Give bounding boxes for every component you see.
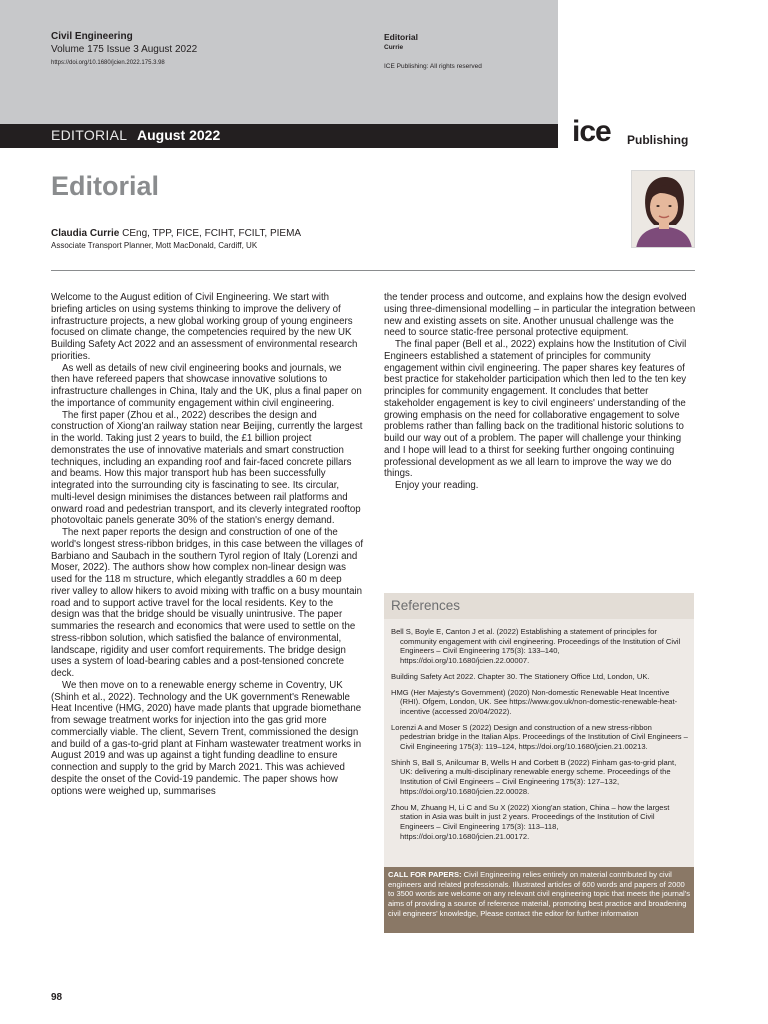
issue-date: August 2022 <box>137 127 221 143</box>
article-type: Editorial <box>384 32 419 42</box>
ice-publishing-logo <box>572 115 698 150</box>
author-photo <box>631 170 695 248</box>
page-number: 98 <box>51 992 63 1003</box>
logo-ice-wordmark: ice <box>572 115 611 148</box>
divider <box>51 270 695 271</box>
author-name: Claudia Currie <box>51 228 120 239</box>
body-paragraph: The next paper reports the design and construction of one of the world's longest stress-ribbon bridges, in this case between the villages of Barbiano and Saubach in the southern Tyrol region of Italy (Lorenzi and Moser, 2022). The authors show how complex non-linear design was used for the 118 m structure, which elegantly straddles a 60 m deep river valley to allow hikers to avoid mixing with traffic on a busy mountain road and to support active travel for the local residents. Key to the design was that the bridge should be visually unintrusive. The paper summaries the research and economics that were used to settle on the stress-ribbon solution, which satisfied the balance of environmental, landscape, rigidity and user comfort requirements. The bridge design uses a system of load-bearing cables and a post-tensioned concrete deck. <box>51 527 364 679</box>
body-paragraph: The first paper (Zhou et al., 2022) describes the design and construction of Xiong'an railway station near Beijing, currently the largest in the world. Taking just 2 years to build, the £1 billion project demonstrates the use of innovative materials and smart construction techniques, including an expanding roof and fair-faced concrete pillars and beams. How this major transport hub has been successfully integrated into the surrounding city is fascinating to see. Its circular, multi-level design minimises the distances between rail platforms and onward road and pedestrian transport, and its cleverly integrated rooftop photovoltaic panels generate 30% of the station's energy demand. <box>51 409 363 527</box>
references-title: References <box>391 598 461 613</box>
section-label: EDITORIAL <box>51 127 128 143</box>
body-paragraph: the tender process and outcome, and explains how the design evolved using three-dimensional modelling – in particular the integration between new and existing assets on site. Another unusual challenge was the need to source static-free personal protective equipment. <box>384 292 696 339</box>
body-column-right <box>384 292 696 492</box>
author-line <box>51 228 301 240</box>
body-paragraph: Welcome to the August edition of Civil Engineering. We start with briefing articles on using systems thinking to improve the delivery of infrastructure projects, a new global working group of young engineers focused on climate change, the competencies required by the new UK Building Safety Act 2022 and an assessment of environmental research priorities. <box>51 292 358 362</box>
reference-item: HMG (Her Majesty's Government) (2020) Non-domestic Renewable Heat Incentive (RHI). Ofgem, London, UK. See https://www.gov.uk/non-domestic-renewable-heat-incentive (accessed 20/04/2022). <box>391 687 678 716</box>
journal-name: Civil Engineering <box>51 31 133 42</box>
body-column-left <box>51 292 363 797</box>
call-for-papers-text: Civil Engineering relies entirely on material contributed by civil engineers and related professionals. Illustrated articles of 600 words and papers of 2000 to 3500 words are welcome on any relevant civil engineering topic that meets the journal's aims of providing a source of reference material, promoting best practice and broadening civil engineers' knowledge, Please contact the editor for further information <box>388 870 690 918</box>
doi-link[interactable]: https://doi.org/10.1680/jcien.2022.175.3.98 <box>51 60 165 66</box>
call-for-papers-box <box>384 867 694 933</box>
journal-volume: Volume 175 Issue 3 August 2022 <box>51 44 198 55</box>
reference-item: Building Safety Act 2022. Chapter 30. The Stationery Office Ltd, London, UK. <box>391 671 650 681</box>
body-paragraph: As well as details of new civil engineering books and journals, we then have refereed papers that showcase innovative solutions to infrastructure challenges in China, Italy and the UK, plus a final paper on the importance of community engagement within civil engineering. <box>51 362 362 409</box>
references-box <box>384 593 694 867</box>
section-banner <box>0 124 558 148</box>
author-credentials: CEng, TPP, FICE, FCIHT, FCILT, PIEMA <box>119 228 302 239</box>
body-paragraph: The final paper (Bell et al., 2022) explains how the Institution of Civil Engineers established a statement of principles for community engagement within civil engineering. The paper shares key features of best practice for stakeholder participation which then led to the ten key principles for community engagement. It concludes that better stakeholder engagement is key to civil engineers' understanding of the growing emphasis on the need for collaborative engagement to solve problems rather than falling back on the traditional historic solutions to build our way out of a problem. The paper will challenge your thinking and I hope will lead to a thirst for seeking further ongoing continuing professional development as we all learn to improve the way we do things. <box>384 339 687 480</box>
author-affiliation: Associate Transport Planner, Mott MacDonald, Cardiff, UK <box>51 241 258 250</box>
body-paragraph: We then move on to a renewable energy scheme in Coventry, UK (Shinh et al., 2022). Technology and the UK government's Renewable Heat Incentive (HMG, 2020) have made plants that upgrade biomethane from sewage treatment works for injection into the gas grid more commercially viable. The client, Severn Trent, commissioned the design and build of a gas-to-grid plant at Finham wastewater treatment works in August 2019 and was up against a tight funding deadline to ensure connection and supply to the grid by March 2021. This was achieved despite the onset of the Covid-19 pandemic. The paper shows how options were weighed up, summarises <box>51 679 362 797</box>
references-header <box>384 593 694 619</box>
logo-publishing-wordmark: Publishing <box>627 133 689 147</box>
reference-item: Bell S, Boyle E, Canton J et al. (2022) Establishing a statement of principles for community engagement with civil engineering. Proceedings of the Institution of Civil Engineers – Civil Engineering 175(3): 133–140, https://doi.org/10.1680/jcien.22.00007. <box>391 627 681 666</box>
references-list <box>391 627 689 847</box>
running-author: Currie <box>384 44 404 51</box>
article-title: Editorial <box>51 171 160 201</box>
body-paragraph: Enjoy your reading. <box>395 480 479 491</box>
reference-item: Zhou M, Zhuang H, Li C and Su X (2022) Xiong'an station, China – how the largest station in Asia was built in just 2 years. Proceedings of the Institution of Civil Engineers – Civil Engineering 175(3): 113–118, https://doi.org/10.1680/jcien.21.00172. <box>391 802 670 841</box>
reference-item: Lorenzi A and Moser S (2022) Design and construction of a new stress-ribbon pedestrian bridge in the Italian Alps. Proceedings of the Institution of Civil Engineers – Civil Engineering 175(3): 119–124, https://doi.org/10.1680/jcien.21.00213. <box>391 722 688 752</box>
masthead <box>0 0 558 124</box>
author-portrait-icon <box>632 171 695 248</box>
rights-notice: ICE Publishing: All rights reserved <box>384 63 482 70</box>
call-for-papers-label: CALL FOR PAPERS: <box>388 870 462 879</box>
reference-item: Shinh S, Ball S, Anilcumar B, Wells H and Corbett B (2022) Finham gas-to-grid plant, UK: delivering a multi-disciplinary renewable energy scheme. Proceedings of the Institution of Civil Engineers – Civil Engineering 175(3): 127–132, https://doi.org/10.1680/jcien.22.00028. <box>391 757 677 796</box>
